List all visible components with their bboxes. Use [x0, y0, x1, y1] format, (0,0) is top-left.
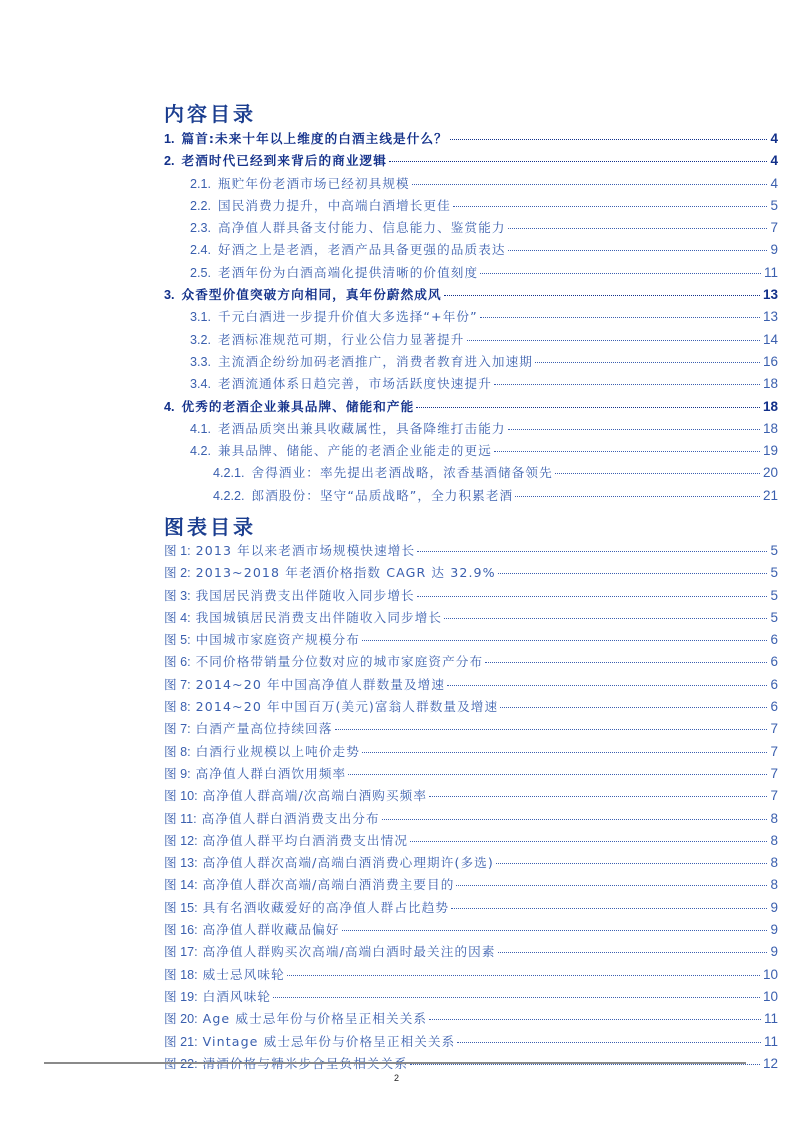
- footer-rule: [44, 1062, 746, 1064]
- toc-entry-2-2[interactable]: 2.2. 国民消费力提升，中高端白酒增长更佳 5: [190, 197, 778, 213]
- leader-dots: [496, 863, 768, 864]
- leader-dots: [515, 496, 760, 497]
- toc-entry-4-2-2[interactable]: 4.2.2. 郎酒股份：坚守“品质战略”，全力积累老酒 21: [213, 487, 778, 503]
- figure-entry[interactable]: 图 3: 我国居民消费支出伴随收入同步增长 5: [164, 587, 778, 603]
- leader-dots: [450, 139, 768, 140]
- figure-entry[interactable]: 图 10: 高净值人群高端/次高端白酒购买频率 7: [164, 788, 778, 804]
- toc-entry-2-4[interactable]: 2.4. 好酒之上是老酒，老酒产品具备更强的品质表达 9: [190, 242, 778, 258]
- toc-entry-1[interactable]: 1. 篇首:未来十年以上维度的白酒主线是什么？ 4: [164, 131, 778, 146]
- leader-dots: [416, 407, 760, 408]
- leader-dots: [535, 362, 760, 363]
- toc-entry-3-4[interactable]: 3.4. 老酒流通体系日趋完善，市场活跃度快速提升 18: [190, 376, 778, 392]
- leader-dots: [453, 206, 768, 207]
- toc-entry-3-3[interactable]: 3.3. 主流酒企纷纷加码老酒推广，消费者教育进入加速期 16: [190, 353, 778, 369]
- leader-dots: [480, 273, 761, 274]
- page-number: 2: [393, 1073, 399, 1083]
- figure-entry[interactable]: 图 8: 白酒行业规模以上吨价走势 7: [164, 743, 778, 759]
- leader-dots: [508, 429, 760, 430]
- leader-dots: [494, 451, 760, 452]
- figure-entry[interactable]: 图 4: 我国城镇居民消费支出伴随收入同步增长 5: [164, 609, 778, 625]
- toc-entry-3-1[interactable]: 3.1. 千元白酒进一步提升价值大多选择“+年份” 13: [190, 309, 778, 325]
- leader-dots: [494, 384, 760, 385]
- leader-dots: [444, 295, 760, 296]
- contents-list: [164, 128, 778, 507]
- leader-dots: [467, 340, 760, 341]
- toc-entry-2-3[interactable]: 2.3. 高净值人群具备支付能力、信息能力、鉴赏能力 7: [190, 220, 778, 236]
- leader-dots: [457, 1042, 761, 1043]
- leader-dots: [498, 952, 768, 953]
- figure-entry[interactable]: 图 8: 2014~20 年中国百万(美元)富翁人群数量及增速 6: [164, 699, 778, 715]
- leader-dots: [508, 228, 768, 229]
- leader-dots: [480, 317, 760, 318]
- toc-entry-2[interactable]: 2. 老酒时代已经到来背后的商业逻辑 4: [164, 153, 778, 169]
- leader-dots: [500, 707, 767, 708]
- figure-entry[interactable]: 图 7: 白酒产量高位持续回落 7: [164, 721, 778, 737]
- leader-dots: [444, 618, 767, 619]
- leader-dots: [429, 796, 767, 797]
- leader-dots: [389, 161, 768, 162]
- leader-dots: [273, 997, 760, 998]
- leader-dots: [498, 573, 768, 574]
- leader-dots: [410, 841, 767, 842]
- figure-entry[interactable]: 图 18: 威士忌风味轮 10: [164, 966, 778, 982]
- toc-entry-4-2-1[interactable]: 4.2.1. 舍得酒业：率先提出老酒战略，浓香基酒储备领先 20: [213, 465, 778, 481]
- leader-dots: [348, 774, 767, 775]
- figure-entry[interactable]: 图 20: Age 威士忌年份与价格呈正相关关系 11: [164, 1011, 778, 1027]
- figure-entry[interactable]: 图 9: 高净值人群白酒饮用频率 7: [164, 765, 778, 781]
- leader-dots: [362, 640, 768, 641]
- leader-dots: [342, 930, 768, 931]
- figure-entry[interactable]: 图 15: 具有名酒收藏爱好的高净值人群占比趋势 9: [164, 899, 778, 915]
- leader-dots: [485, 662, 767, 663]
- toc-entry-2-1[interactable]: 2.1. 瓶贮年份老酒市场已经初具规模 4: [190, 175, 778, 191]
- leader-dots: [508, 250, 768, 251]
- figure-entry[interactable]: 图 16: 高净值人群收藏品偏好 9: [164, 922, 778, 938]
- leader-dots: [447, 685, 767, 686]
- toc-entry-3-2[interactable]: 3.2. 老酒标准规范可期，行业公信力显著提升 14: [190, 331, 778, 347]
- leader-dots: [335, 729, 768, 730]
- toc-entry-3[interactable]: 3. 众香型价值突破方向相同，真年份蔚然成风 13: [164, 287, 778, 303]
- figure-entry[interactable]: 图 17: 高净值人群购买次高端/高端白酒时最关注的因素 9: [164, 944, 778, 960]
- figure-entry[interactable]: 图 19: 白酒风味轮 10: [164, 988, 778, 1004]
- leader-dots: [555, 473, 760, 474]
- leader-dots: [412, 184, 768, 185]
- figure-entry[interactable]: 图 7: 2014~20 年中国高净值人群数量及增速 6: [164, 676, 778, 692]
- figures-list: [164, 540, 778, 1075]
- leader-dots: [417, 551, 767, 552]
- figures-title: 图表目录: [164, 515, 256, 539]
- toc-entry-4-1[interactable]: 4.1. 老酒品质突出兼具收藏属性，具备降维打击能力 18: [190, 420, 778, 436]
- leader-dots: [429, 1019, 761, 1020]
- figure-entry[interactable]: 图 11: 高净值人群白酒消费支出分布 8: [164, 810, 778, 826]
- leader-dots: [451, 908, 767, 909]
- toc-entry-4-2[interactable]: 4.2. 兼具品牌、储能、产能的老酒企业能走的更远 19: [190, 443, 778, 459]
- leader-dots: [287, 975, 760, 976]
- leader-dots: [456, 885, 767, 886]
- figure-entry[interactable]: 图 21: Vintage 威士忌年份与价格呈正相关关系 11: [164, 1033, 778, 1049]
- leader-dots: [382, 819, 768, 820]
- figure-entry[interactable]: 图 2: 2013~2018 年老酒价格指数 CAGR 达 32.9% 5: [164, 565, 778, 581]
- contents-title: 内容目录: [164, 102, 256, 126]
- toc-entry-4[interactable]: 4. 优秀的老酒企业兼具品牌、储能和产能 18: [164, 398, 778, 414]
- figure-entry[interactable]: 图 13: 高净值人群次高端/高端白酒消费心理期许(多选) 8: [164, 855, 778, 871]
- leader-dots: [417, 596, 768, 597]
- figure-entry[interactable]: 图 6: 不同价格带销量分位数对应的城市家庭资产分布 6: [164, 654, 778, 670]
- figure-entry[interactable]: 图 1: 2013 年以来老酒市场规模快速增长 5: [164, 543, 778, 558]
- figure-entry[interactable]: 12: [164, 1053, 778, 1075]
- figure-entry[interactable]: 图 5: 中国城市家庭资产规模分布 6: [164, 632, 778, 648]
- figure-entry[interactable]: 图 14: 高净值人群次高端/高端白酒消费主要目的 8: [164, 877, 778, 893]
- leader-dots: [362, 752, 768, 753]
- figure-entry[interactable]: 图 12: 高净值人群平均白酒消费支出情况 8: [164, 832, 778, 848]
- toc-entry-2-5[interactable]: 2.5. 老酒年份为白酒高端化提供清晰的价值刻度 11: [190, 264, 778, 280]
